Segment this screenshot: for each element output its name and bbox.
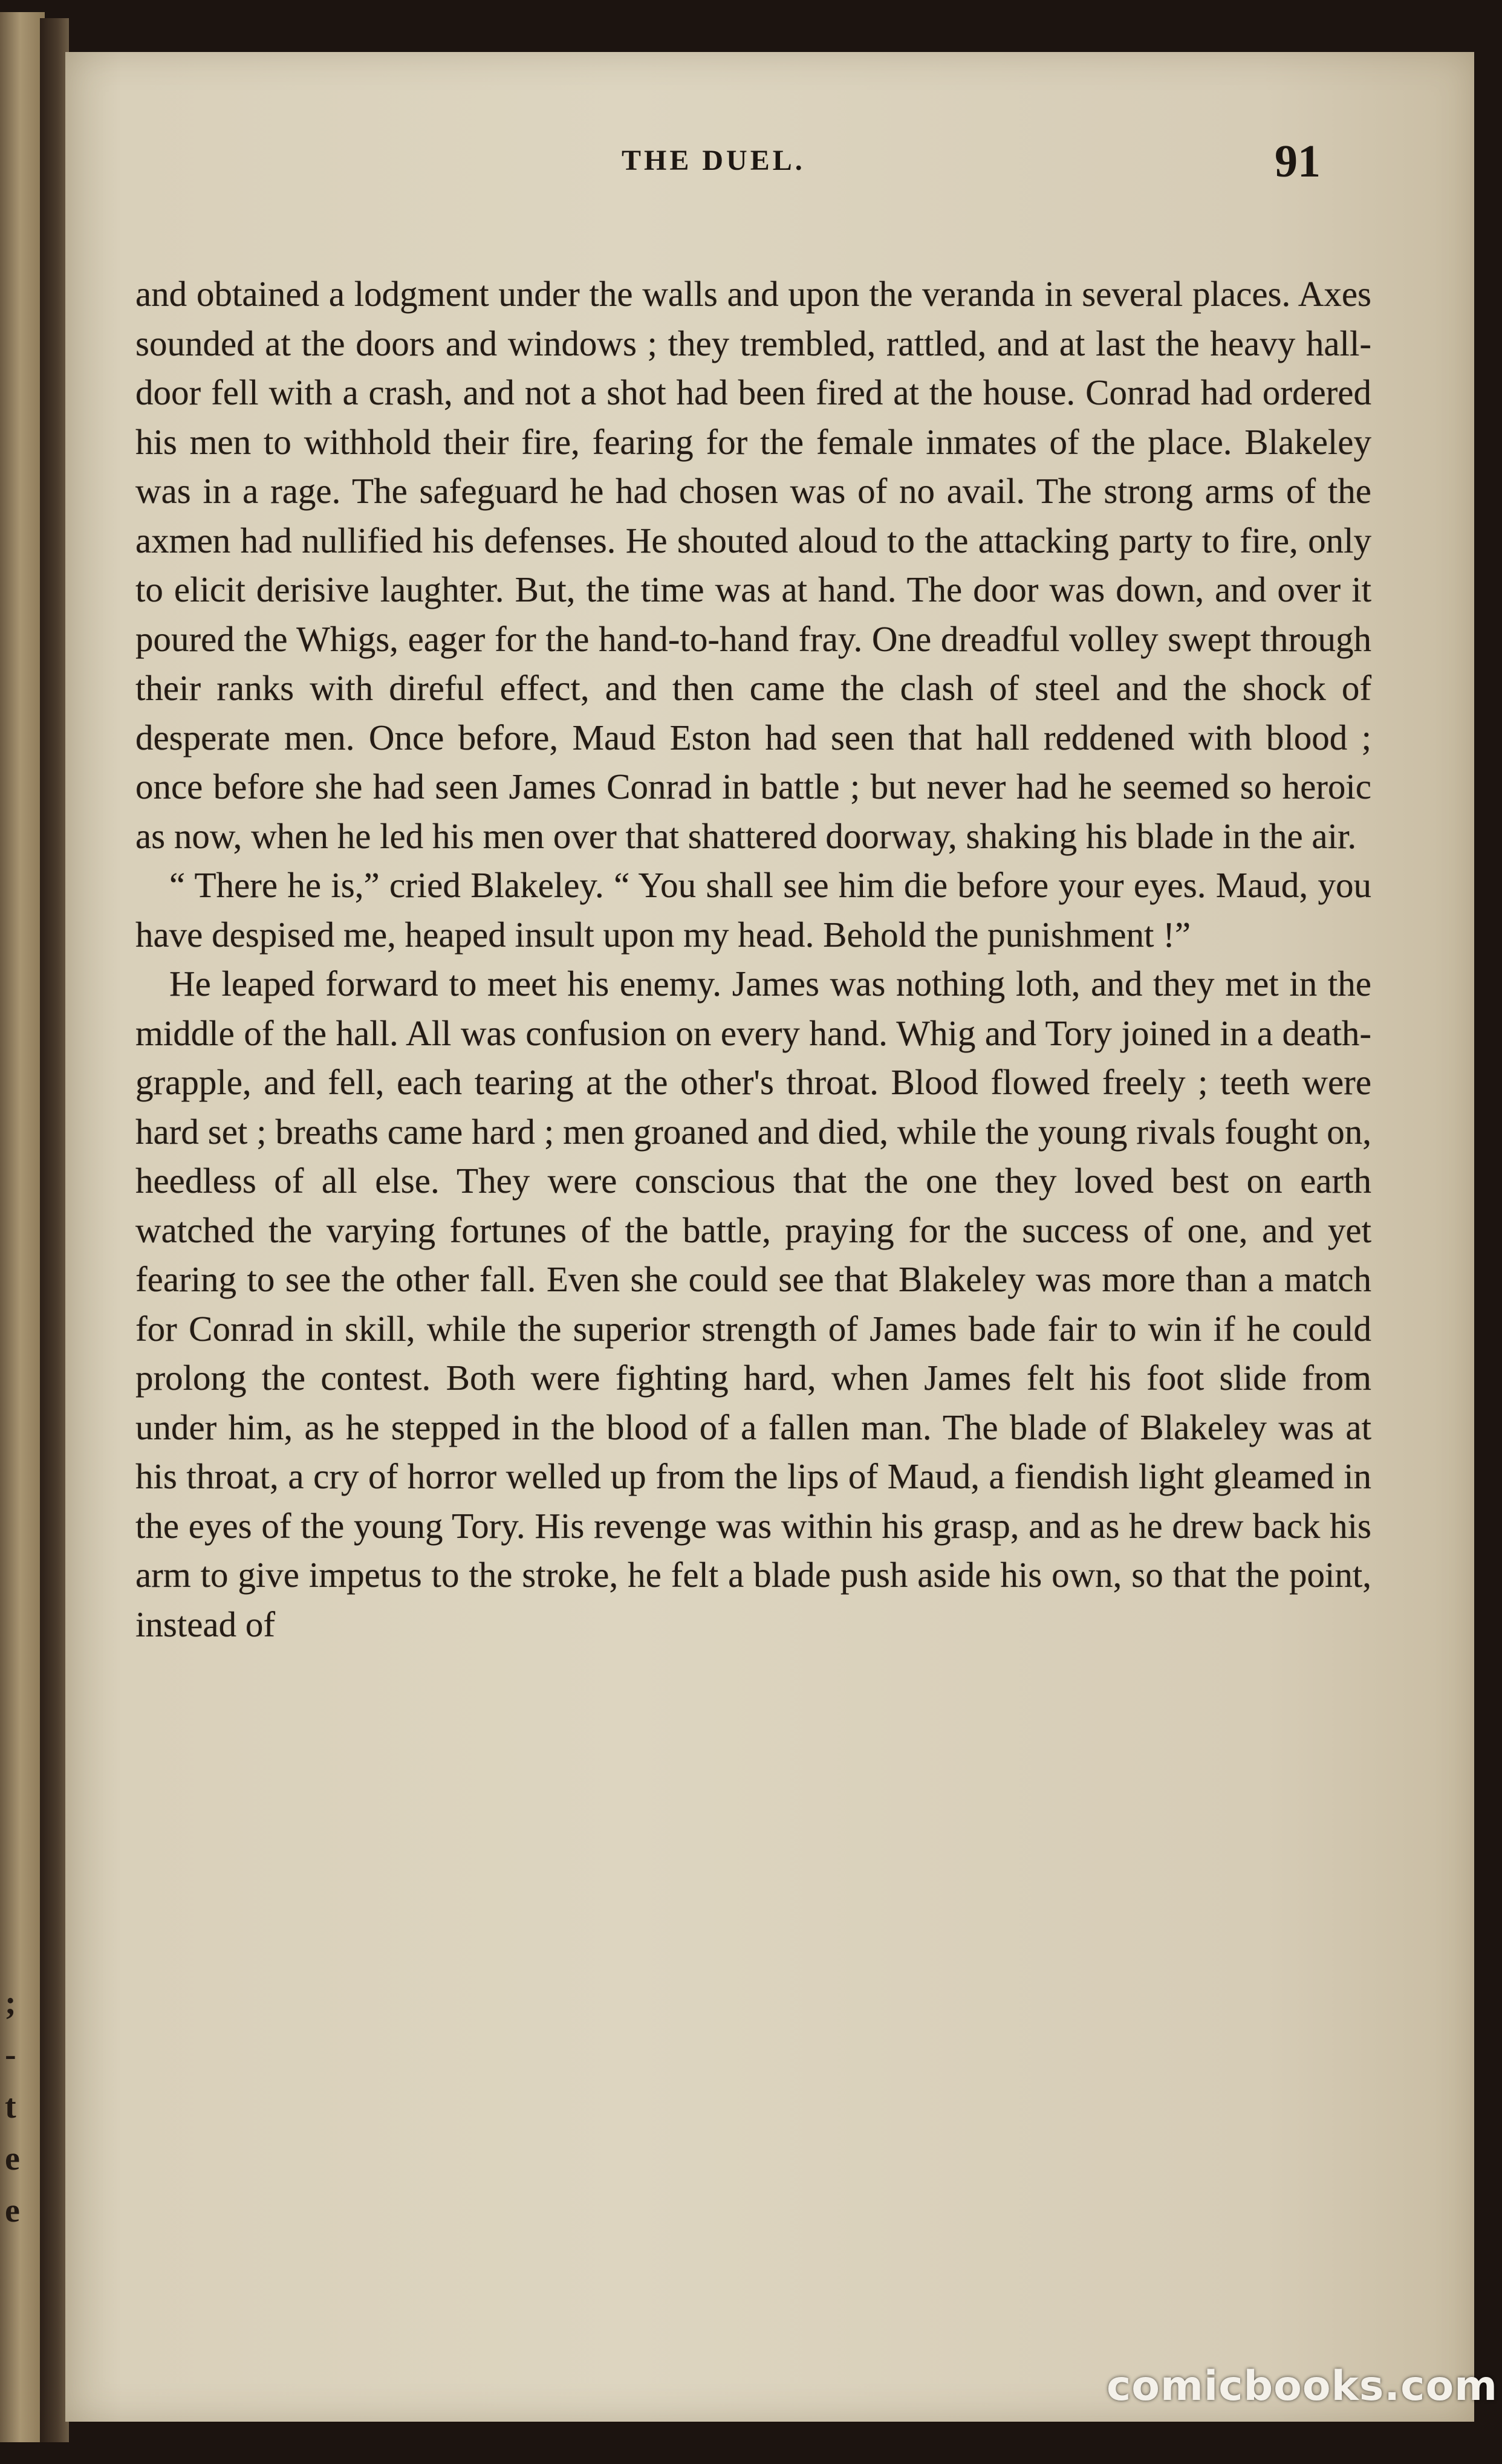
running-head: THE DUEL. 91 — [622, 136, 1321, 187]
watermark: comicbooks.com — [1107, 2362, 1498, 2410]
margin-glyph: e — [5, 2192, 20, 2229]
book-gutter — [40, 18, 69, 2442]
paragraph: He leaped forward to meet his enemy. James was nothing loth, and they met in the middle of the hall. All was confusion on every hand. Whig and Tory joined in a death-grapple, and fell, each tearing at the other's throat. Blood flowed freely ; teeth were hard set ; breaths came hard ; men groaned and died, while the young rivals fought on, heedless of all else. They were conscious that the one they loved best on earth watched the varying fortunes of the battle, praying for the success of one, and yet fearing to see the other fall. Even she could see that Blakeley was more than a match for Conrad in skill, while the superior strength of James bade fair to win if he could prolong the contest. Both were fighting hard, when James felt his foot slide from under him, as he stepped in the blood of a fallen man. The blade of Blakeley was at his throat, a cry of horror welled up from the lips of Maud, a fiendish light gleamed in the eyes of the young Tory. His revenge was within his grasp, and as he drew back his arm to give impetus to the stroke, he felt a blade push aside his own, so that the point, instead of — [135, 964, 1371, 1644]
margin-glyph: - — [5, 2036, 16, 2073]
paragraph: “ There he is,” cried Blakeley. “ You shall see him die before your eyes. Maud, you have despised me, heaped insult upon my head. Behold the punishment !” — [135, 865, 1371, 955]
margin-glyph: e — [5, 2140, 20, 2177]
running-head-title: THE DUEL. — [622, 144, 805, 177]
book-page — [65, 52, 1474, 2422]
body-text — [135, 270, 1371, 1649]
left-margin-glyphs — [5, 1977, 29, 2237]
left-page-edge — [0, 12, 45, 2442]
margin-glyph: ; — [5, 1984, 16, 2021]
margin-glyph: t — [5, 2088, 16, 2125]
paragraph: and obtained a lodgment under the walls and upon the veranda in several places. Axes sounded at the doors and windows ; they trembled, rattled, and at last the heavy hall-door fell with a crash, and not a shot had been fired at the house. Conrad had ordered his men to withhold their fire, fearing for the female inmates of the place. Blakeley was in a rage. The safeguard he had chosen was of no avail. The strong arms of the axmen had nullified his defenses. He shouted aloud to the attacking party to fire, only to elicit derisive laughter. But, the time was at hand. The door was down, and over it poured the Whigs, eager for the hand-to-hand fray. One dreadful volley swept through their ranks with direful effect, and then came the clash of steel and the shock of desperate men. Once before, Maud Eston had seen that hall reddened with blood ; once before she had seen James Conrad in battle ; but never had he seemed so heroic as now, when he led his men over that shattered doorway, shaking his blade in the air. — [135, 274, 1371, 856]
